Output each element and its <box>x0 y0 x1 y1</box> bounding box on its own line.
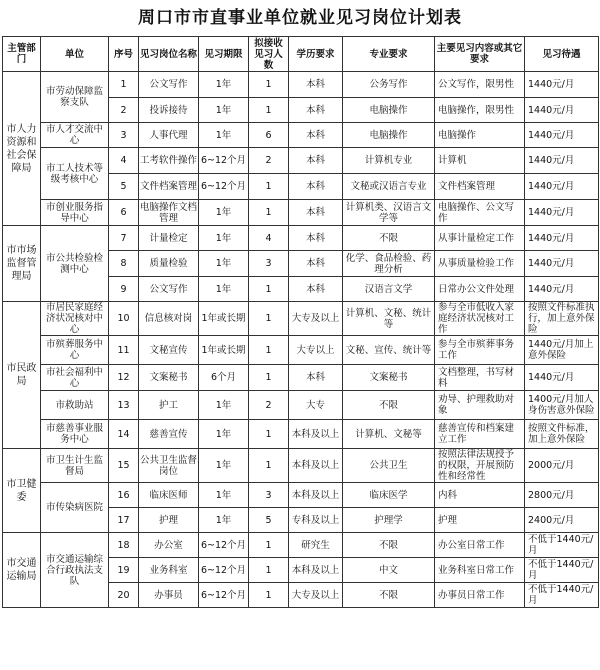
table-row <box>3 483 599 508</box>
pay-cell: 1440元/月 <box>525 200 599 226</box>
period-cell: 1年 <box>199 508 249 533</box>
serial-number-cell: 19 <box>109 558 139 583</box>
count-cell: 1 <box>249 174 289 200</box>
edu-cell: 本科 <box>289 251 343 277</box>
header-post: 见习岗位名称 <box>139 37 199 72</box>
count-cell: 1 <box>249 302 289 336</box>
unit-cell: 市工人技术等级考核中心 <box>41 148 109 200</box>
count-cell: 3 <box>249 251 289 277</box>
count-cell: 1 <box>249 336 289 365</box>
major-cell: 化学、食品检验、药理分析 <box>343 251 435 277</box>
content-cell: 慈善宣传和档案建立工作 <box>435 420 525 449</box>
header-edu: 学历要求 <box>289 37 343 72</box>
content-cell: 文件档案管理 <box>435 174 525 200</box>
period-cell: 1年 <box>199 72 249 98</box>
edu-cell: 本科 <box>289 148 343 174</box>
pay-cell: 不低于1440元/月 <box>525 558 599 583</box>
header-pay: 见习待遇 <box>525 37 599 72</box>
header-period: 见习期限 <box>199 37 249 72</box>
header-unit: 单位 <box>41 37 109 72</box>
content-cell: 参与全市殡葬事务工作 <box>435 336 525 365</box>
pay-cell: 1440元/月 <box>525 365 599 391</box>
table-row <box>3 449 599 483</box>
serial-number-cell: 6 <box>109 200 139 226</box>
major-cell: 汉语言文学 <box>343 277 435 302</box>
header-content: 主要见习内容或其它要求 <box>435 37 525 72</box>
table-row <box>3 336 599 365</box>
edu-cell: 本科 <box>289 277 343 302</box>
post-cell: 电脑操作文档管理 <box>140 201 198 224</box>
edu-cell: 本科及以上 <box>289 483 343 508</box>
department-cell: 市交通运输局 <box>3 533 41 608</box>
post-cell: 慈善宣传 <box>139 420 199 449</box>
unit-cell: 市卫生计生监督局 <box>41 449 109 483</box>
major-cell: 文秘或汉语言专业 <box>343 174 435 200</box>
count-cell: 2 <box>249 391 289 420</box>
count-cell: 2 <box>249 148 289 174</box>
content-cell: 护理 <box>435 508 525 533</box>
period-cell: 6~12个月 <box>199 174 249 200</box>
table-row <box>3 365 599 391</box>
major-cell: 电脑操作 <box>343 123 435 148</box>
content-cell: 文档整理，书写材料 <box>435 365 525 391</box>
count-cell: 1 <box>249 277 289 302</box>
edu-cell: 大专 <box>289 391 343 420</box>
table-row <box>3 72 599 98</box>
pay-cell: 1440元/月 <box>525 226 599 251</box>
edu-cell: 本科 <box>289 365 343 391</box>
count-cell: 1 <box>249 365 289 391</box>
post-cell: 办公室 <box>139 533 199 558</box>
count-cell: 1 <box>249 200 289 226</box>
pay-cell: 1440元/月 <box>525 123 599 148</box>
unit-cell: 市传染病医院 <box>41 483 109 533</box>
content-cell: 从事计量检定工作 <box>435 226 525 251</box>
count-cell: 4 <box>249 226 289 251</box>
pay-cell: 2400元/月 <box>525 508 599 533</box>
header-major: 专业要求 <box>343 37 435 72</box>
period-cell: 1年 <box>199 200 249 226</box>
table-row <box>3 200 599 226</box>
post-cell: 公共卫生监督岗位 <box>139 449 199 483</box>
serial-number-cell: 1 <box>109 72 139 98</box>
table-header-row <box>3 37 599 72</box>
header-count: 拟接收见习人数 <box>249 37 289 72</box>
serial-number-cell: 10 <box>109 302 139 336</box>
edu-cell: 本科 <box>289 72 343 98</box>
period-cell: 1年或长期 <box>199 336 249 365</box>
period-cell: 6个月 <box>199 365 249 391</box>
period-cell: 6~12个月 <box>199 148 249 174</box>
unit-cell: 市居民家庭经济状况核对中心 <box>41 302 109 336</box>
major-cell: 文案秘书 <box>343 365 435 391</box>
pay-cell: 1440元/月 <box>525 277 599 302</box>
serial-number-cell: 13 <box>109 391 139 420</box>
period-cell: 1年 <box>199 123 249 148</box>
serial-number-cell: 20 <box>109 583 139 608</box>
content-cell: 业务科室日常工作 <box>435 558 525 583</box>
unit-cell: 市人才交流中心 <box>41 123 109 148</box>
content-cell: 按照法律法规授予的权限，开展预防性和经常性 <box>435 449 525 483</box>
pay-cell: 按照文件标准，加上意外保险 <box>525 420 599 449</box>
serial-number-cell: 4 <box>109 148 139 174</box>
table-row <box>3 226 599 251</box>
content-cell: 办事员日常工作 <box>435 583 525 608</box>
edu-cell: 本科 <box>289 98 343 123</box>
period-cell: 1年 <box>199 420 249 449</box>
table-row <box>3 148 599 174</box>
table-row <box>3 533 599 558</box>
edu-cell: 研究生 <box>289 533 343 558</box>
post-cell: 工考软件操作 <box>139 148 199 174</box>
department-cell: 市人力资源和社会保障局 <box>3 72 41 226</box>
edu-cell: 大专及以上 <box>289 302 343 336</box>
count-cell: 1 <box>249 72 289 98</box>
header-dept: 主管部门 <box>3 37 41 72</box>
edu-cell: 本科 <box>289 174 343 200</box>
pay-cell: 不低于1440元/月 <box>525 583 599 608</box>
serial-number-cell: 14 <box>109 420 139 449</box>
post-cell: 业务科室 <box>139 558 199 583</box>
major-cell: 不限 <box>343 583 435 608</box>
table-row <box>3 123 599 148</box>
pay-cell: 1440元/月 <box>525 148 599 174</box>
period-cell: 6~12个月 <box>199 583 249 608</box>
pay-cell: 1440元/月 <box>525 174 599 200</box>
unit-cell: 市慈善事业服务中心 <box>41 420 109 449</box>
unit-cell: 市交通运输综合行政执法支队 <box>41 533 109 608</box>
department-cell: 市市场监督管理局 <box>3 226 41 302</box>
major-cell: 临床医学 <box>343 483 435 508</box>
serial-number-cell: 16 <box>109 483 139 508</box>
post-cell: 护工 <box>139 391 199 420</box>
count-cell: 1 <box>249 558 289 583</box>
period-cell: 1年 <box>199 251 249 277</box>
unit-cell: 市救助站 <box>41 391 109 420</box>
serial-number-cell: 5 <box>109 174 139 200</box>
pay-cell: 2000元/月 <box>525 449 599 483</box>
pay-cell: 不低于1440元/月 <box>525 533 599 558</box>
post-cell: 投诉接待 <box>139 98 199 123</box>
content-cell: 劝导、护理救助对象 <box>435 391 525 420</box>
period-cell: 6~12个月 <box>199 533 249 558</box>
count-cell: 1 <box>249 533 289 558</box>
count-cell: 3 <box>249 483 289 508</box>
major-cell: 不限 <box>343 391 435 420</box>
post-cell: 护理 <box>139 508 199 533</box>
major-cell: 护理学 <box>343 508 435 533</box>
major-cell: 公务写作 <box>343 72 435 98</box>
major-cell: 计算机专业 <box>343 148 435 174</box>
major-cell: 不限 <box>343 226 435 251</box>
major-cell: 中文 <box>343 558 435 583</box>
post-cell: 文秘宣传 <box>139 336 199 365</box>
serial-number-cell: 17 <box>109 508 139 533</box>
post-cell: 质量检验 <box>139 251 199 277</box>
period-cell: 1年 <box>199 391 249 420</box>
unit-cell: 市殡葬服务中心 <box>41 336 109 365</box>
serial-number-cell: 7 <box>109 226 139 251</box>
count-cell: 6 <box>249 123 289 148</box>
content-cell: 参与全市低收入家庭经济状况核对工作 <box>435 302 525 336</box>
post-cell: 人事代理 <box>139 123 199 148</box>
unit-cell: 市公共检验检测中心 <box>41 226 109 302</box>
count-cell: 1 <box>249 98 289 123</box>
post-cell: 办事员 <box>139 583 199 608</box>
post-cell: 文件档案管理 <box>139 174 199 200</box>
unit-cell: 市劳动保障监察支队 <box>41 72 109 123</box>
serial-number-cell: 9 <box>109 277 139 302</box>
unit-cell: 市创业服务指导中心 <box>41 200 109 226</box>
pay-cell: 2800元/月 <box>525 483 599 508</box>
edu-cell: 本科 <box>289 123 343 148</box>
pay-cell: 1440元/月 <box>525 251 599 277</box>
major-cell: 公共卫生 <box>343 449 435 483</box>
pay-cell: 按照文件标准执行，加上意外保险 <box>525 302 599 336</box>
serial-number-cell: 11 <box>109 336 139 365</box>
edu-cell: 专科及以上 <box>289 508 343 533</box>
content-cell: 电脑操作，限男性 <box>435 98 525 123</box>
content-cell: 电脑操作、公文写作 <box>435 200 525 226</box>
post-cell: 文案秘书 <box>139 365 199 391</box>
period-cell: 6~12个月 <box>199 558 249 583</box>
serial-number-cell: 3 <box>109 123 139 148</box>
content-cell: 公文写作，限男性 <box>435 72 525 98</box>
serial-number-cell: 12 <box>109 365 139 391</box>
edu-cell: 本科 <box>289 226 343 251</box>
content-cell: 内科 <box>435 483 525 508</box>
period-cell: 1年或长期 <box>199 302 249 336</box>
major-cell: 文秘、宣传、统计等 <box>343 336 435 365</box>
major-cell: 计算机类、汉语言文学等 <box>343 200 435 226</box>
edu-cell: 本科及以上 <box>289 558 343 583</box>
major-cell: 不限 <box>343 533 435 558</box>
post-cell: 计量检定 <box>139 226 199 251</box>
edu-cell: 大专及以上 <box>289 583 343 608</box>
count-cell: 5 <box>249 508 289 533</box>
table-row <box>3 391 599 420</box>
serial-number-cell: 2 <box>109 98 139 123</box>
content-cell: 电脑操作 <box>435 123 525 148</box>
post-cell: 信息核对岗 <box>139 302 199 336</box>
pay-cell: 1440元/月 <box>525 72 599 98</box>
content-cell: 计算机 <box>435 148 525 174</box>
edu-cell: 本科及以上 <box>289 420 343 449</box>
pay-cell: 1440元/月加上意外保险 <box>525 336 599 365</box>
period-cell: 1年 <box>199 98 249 123</box>
major-cell: 电脑操作 <box>343 98 435 123</box>
page-title: 周口市市直事业单位就业见习岗位计划表 <box>138 8 462 28</box>
pay-cell: 1440元/月 <box>525 98 599 123</box>
content-cell: 从事质量检验工作 <box>435 251 525 277</box>
table-body <box>3 72 599 608</box>
edu-cell: 大专以上 <box>289 336 343 365</box>
department-cell: 市卫健委 <box>3 449 41 533</box>
unit-cell: 市社会福利中心 <box>41 365 109 391</box>
count-cell: 1 <box>249 583 289 608</box>
count-cell: 1 <box>249 449 289 483</box>
period-cell: 1年 <box>199 277 249 302</box>
content-cell: 办公室日常工作 <box>435 533 525 558</box>
period-cell: 1年 <box>199 449 249 483</box>
post-cell: 公文写作 <box>139 277 199 302</box>
internship-plan-table <box>2 36 599 608</box>
department-cell: 市民政局 <box>3 302 41 449</box>
post-cell: 公文写作 <box>139 72 199 98</box>
period-cell: 1年 <box>199 483 249 508</box>
serial-number-cell: 15 <box>109 449 139 483</box>
major-cell: 计算机、文秘等 <box>343 420 435 449</box>
count-cell: 1 <box>249 420 289 449</box>
period-cell: 1年 <box>199 226 249 251</box>
table-row <box>3 302 599 336</box>
major-cell: 计算机、文秘、统计等 <box>343 302 435 336</box>
content-cell: 日常办公文件处理 <box>435 277 525 302</box>
header-no: 序号 <box>109 37 139 72</box>
post-cell: 临床医师 <box>139 483 199 508</box>
table-row <box>3 420 599 449</box>
pay-cell: 1400元/月加人身伤害意外保险 <box>525 391 599 420</box>
serial-number-cell: 8 <box>109 251 139 277</box>
edu-cell: 本科及以上 <box>289 449 343 483</box>
serial-number-cell: 18 <box>109 533 139 558</box>
edu-cell: 本科 <box>289 200 343 226</box>
